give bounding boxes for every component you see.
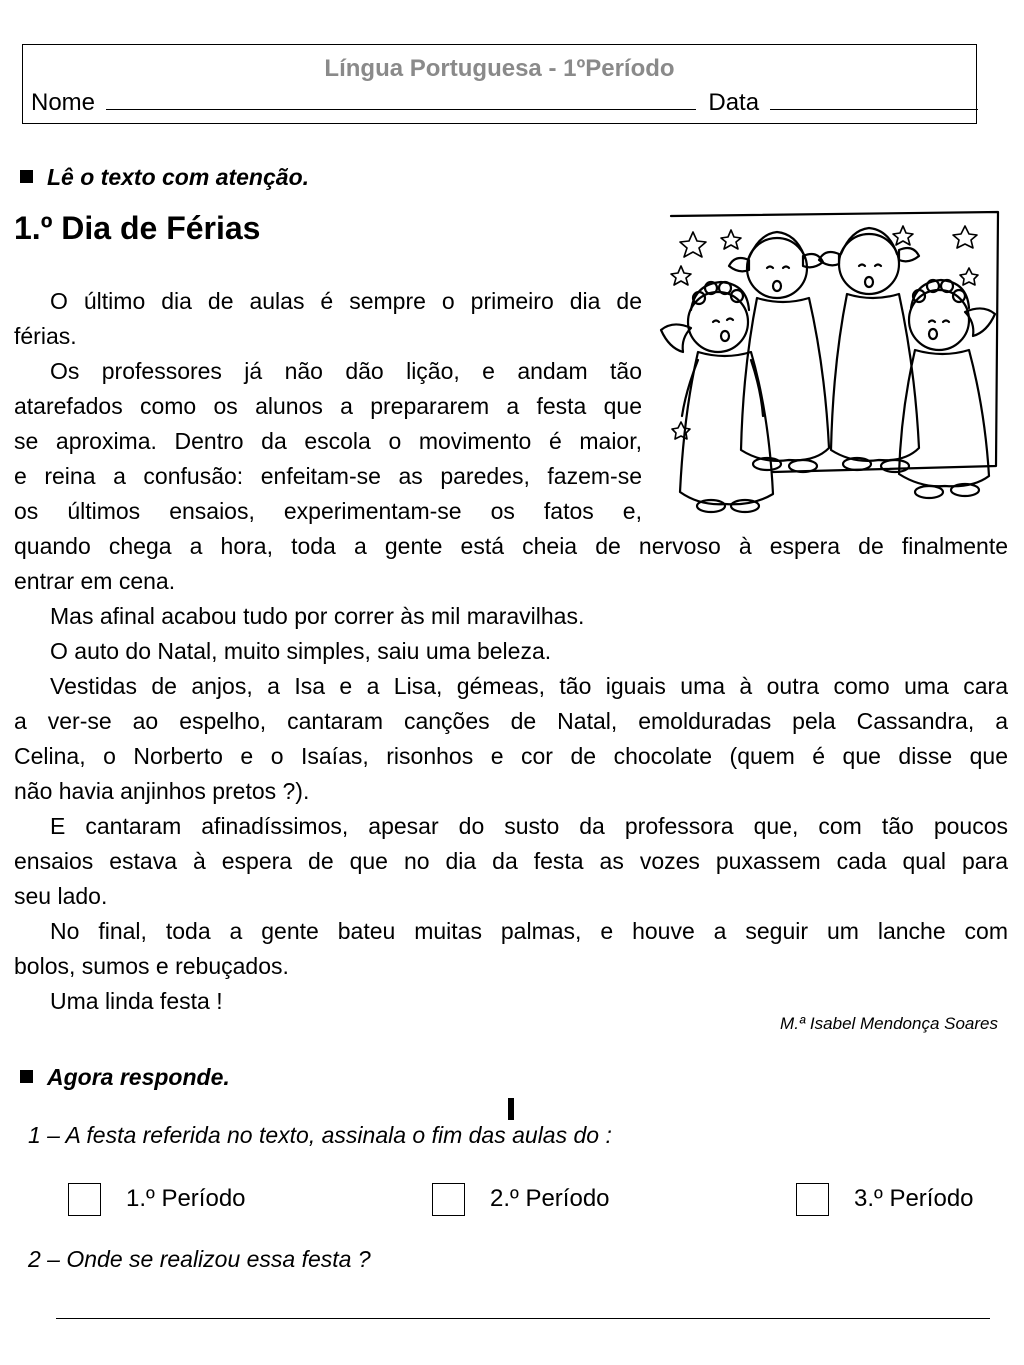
story-line: não havia anjinhos pretos ?). xyxy=(14,778,310,804)
story-line: ensaios estava à espera de que no dia da festa as vozes puxassem cada qual para xyxy=(14,848,1008,874)
checkbox-3rd-period[interactable] xyxy=(796,1183,829,1216)
date-field[interactable] xyxy=(770,87,978,110)
name-label: Nome xyxy=(31,89,96,116)
option-label: 1.º Período xyxy=(126,1185,246,1212)
name-field[interactable] xyxy=(106,87,696,110)
story-line: No final, toda a gente bateu muitas palmas, e houve a seguir um lanche com xyxy=(50,918,1008,944)
square-bullet-icon xyxy=(20,170,33,183)
answer-instruction xyxy=(20,1064,230,1091)
story-line: E cantaram afinadíssimos, apesar do susto da professora que, com tão poucos xyxy=(50,813,1008,839)
story-line: O último dia de aulas é sempre o primeiro dia de xyxy=(50,288,642,314)
checkbox-1st-period[interactable] xyxy=(68,1183,101,1216)
story-line: seu lado. xyxy=(14,883,108,909)
question-2: 2 – Onde se realizou essa festa ? xyxy=(28,1246,371,1272)
date-label: Data xyxy=(708,89,760,116)
story-line: se aproxima. Dentro da escola o movimento é maior, xyxy=(14,428,642,454)
option-label: 3.º Período xyxy=(854,1185,974,1212)
story-line: e reina a confusão: enfeitam-se as paredes, fazem-se xyxy=(14,463,642,489)
checkbox-2nd-period[interactable] xyxy=(432,1183,465,1216)
option-label: 2.º Período xyxy=(490,1185,610,1212)
author-credit: M.ª Isabel Mendonça Soares xyxy=(780,1014,998,1033)
story-line: entrar em cena. xyxy=(14,568,176,594)
angels-choir-illustration xyxy=(653,210,1003,528)
story-line: bolos, sumos e rebuçados. xyxy=(14,953,289,979)
story-line: Mas afinal acabou tudo por correr às mil maravilhas. xyxy=(50,603,585,629)
story-line: quando chega a hora, toda a gente está cheia de nervoso à espera de finalmente xyxy=(14,533,1008,559)
star-icon xyxy=(671,226,978,439)
square-bullet-icon xyxy=(20,1070,33,1083)
read-instruction xyxy=(20,164,309,191)
story-line: O auto do Natal, muito simples, saiu uma beleza. xyxy=(50,638,552,664)
story-line: a ver-se ao espelho, cantaram canções de Natal, emolduradas pela Cassandra, a xyxy=(14,708,1008,734)
story-line: Uma linda festa ! xyxy=(50,988,223,1014)
header-box xyxy=(22,44,977,124)
story-title: 1.º Dia de Férias xyxy=(14,210,261,246)
text-cursor-icon xyxy=(508,1098,514,1120)
story-line: Os professores já não dão lição, e andam tão xyxy=(50,358,642,384)
story-line: Vestidas de anjos, a Isa e a Lisa, gémeas, tão iguais uma à outra como uma cara xyxy=(50,673,1008,699)
subject-title: Língua Portuguesa - 1ºPeríodo xyxy=(324,55,675,82)
story-line: atarefados como os alunos a prepararem a festa que xyxy=(14,393,642,419)
answer-instruction-text: Agora responde. xyxy=(47,1064,230,1090)
story-line: férias. xyxy=(14,323,77,349)
read-instruction-text: Lê o texto com atenção. xyxy=(47,164,310,190)
story-line: Celina, o Norberto e o Isaías, risonhos e cor de chocolate (quem é que disse que xyxy=(14,743,1008,769)
answer-line-q2[interactable] xyxy=(56,1318,990,1319)
story-line: os últimos ensaios, experimentam-se os fatos e, xyxy=(14,498,642,524)
name-date-row xyxy=(31,87,968,117)
question-1: 1 – A festa referida no texto, assinala o fim das aulas do : xyxy=(28,1122,612,1148)
